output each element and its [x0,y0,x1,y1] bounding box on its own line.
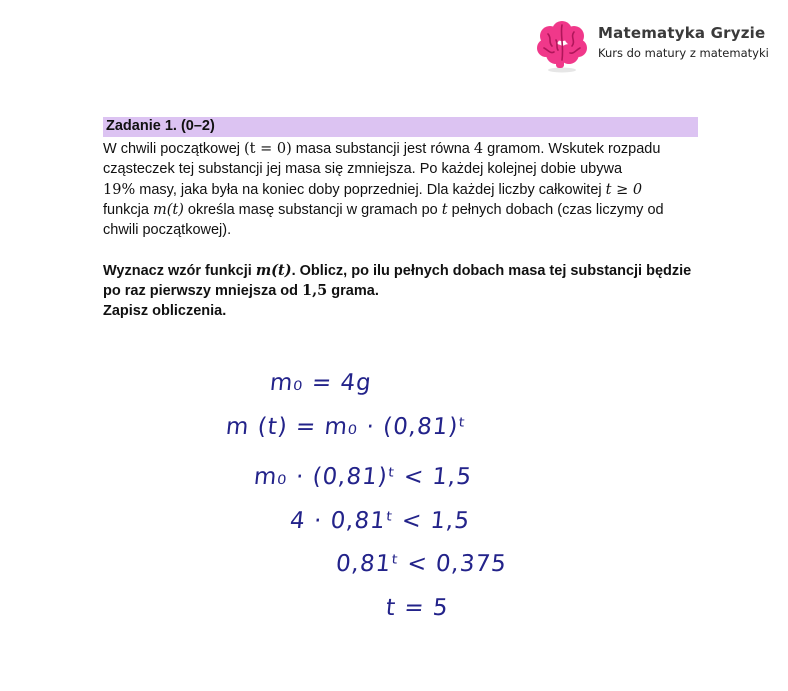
brand-subtitle: Kurs do matury z matematyki [598,46,769,60]
task-instruction [103,261,713,321]
math-expression: m(t) [152,201,184,218]
handwritten-line: 0,81ᵗ < 0,375 [334,551,509,577]
content-line: chwili początkowej). [103,222,232,239]
math-expression: 19% [103,181,136,198]
math-expression: t ≥ 0 [605,181,643,198]
handwritten-line: t = 5 [384,595,450,621]
math-expression: m(t) [255,262,292,279]
content-line: funkcja m(t) określa masę substancji w gramach po t pełnych dobach (czas liczymy od [103,201,664,218]
math-expression: t [441,201,448,218]
handwritten-line: 4 · 0,81ᵗ < 1,5 [288,508,472,534]
math-expression: 1,5 [302,282,328,299]
brand-header [536,20,776,80]
content-line: cząsteczek tej substancji jej masa się zmniejsza. Po każdej kolejnej dobie ubywa [103,161,623,178]
instruction-line: po raz pierwszy mniejsza od 1,5 grama. [103,282,379,299]
handwritten-line: m (t) = m₀ · (0,81)ᵗ [224,414,468,440]
task-content [103,139,703,240]
handwritten-line: m₀ = 4g [268,370,374,396]
handwritten-line: m₀ · (0,81)ᵗ < 1,5 [252,464,474,490]
content-line: 19% masy, jaka była na koniec doby poprzedniej. Dla każdej liczby całkowitej t ≥ 0 [103,181,643,198]
brand-title: Matematyka Gryzie [598,24,766,42]
instruction-line: Zapisz obliczenia. [103,303,227,319]
task-title: Zadanie 1. (0–2) [106,118,215,134]
math-expression: (t = 0) [244,141,292,157]
content-line: W chwili początkowej (t = 0) masa substancji jest równa 4 gramom. Wskutek rozpadu [103,141,661,157]
instruction-line: Wyznacz wzór funkcji m(t). Oblicz, po ilu pełnych dobach masa tej substancji będzie [103,262,692,279]
math-expression: 4 [473,141,484,157]
brain-icon [536,20,588,74]
